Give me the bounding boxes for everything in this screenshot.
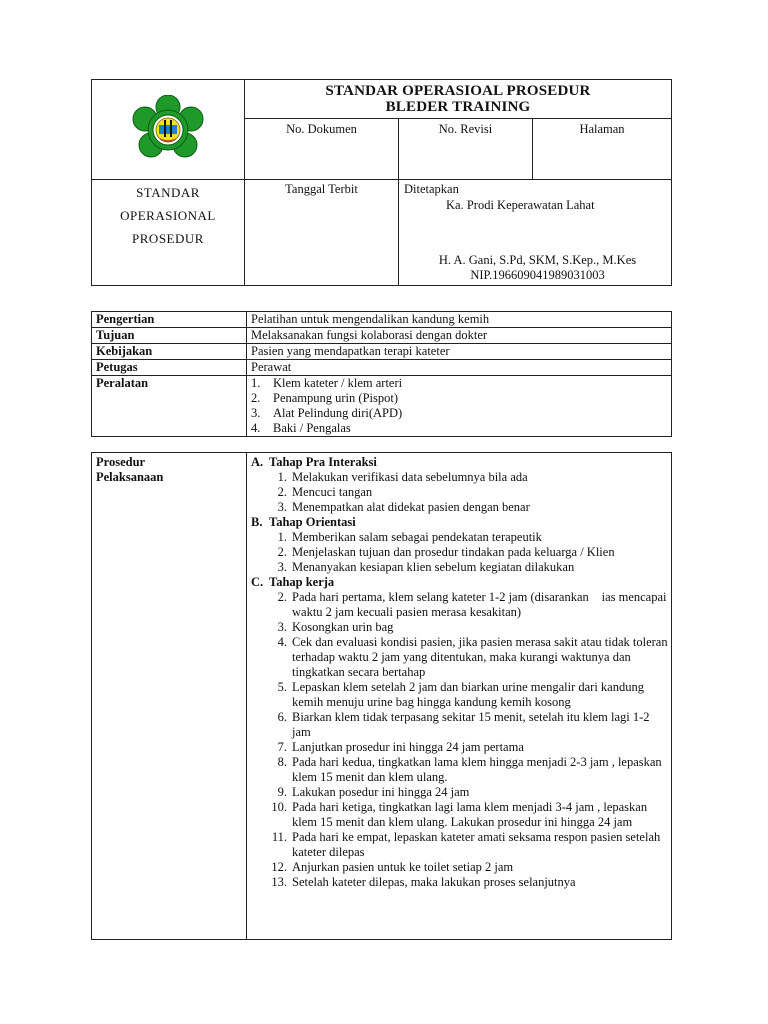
step-text: Biarkan klem tidak terpasang sekitar 15 menit, setelah itu klem lagi 1-2 jam — [292, 710, 650, 739]
section-letter: B. — [251, 515, 263, 529]
step-text: Lakukan posedur ini hingga 24 jam — [292, 785, 470, 799]
no-revisi-cell: No. Revisi — [399, 119, 533, 180]
tanggal-terbit-cell: Tanggal Terbit — [245, 180, 399, 286]
peralatan-label: Peralatan — [92, 376, 247, 437]
list-item — [251, 530, 671, 545]
list-item — [251, 830, 671, 860]
peralatan-value — [247, 376, 672, 437]
list-item — [251, 635, 671, 680]
list-item-text: Penampung urin (Pispot) — [273, 391, 398, 405]
petugas-value: Perawat — [247, 360, 672, 376]
sop-line-2: OPERASIONAL — [120, 208, 216, 223]
prosedur-steps — [247, 453, 672, 940]
step-number: 2. — [277, 485, 287, 499]
signatory-nip: NIP.196609041989031003 — [470, 268, 605, 282]
step-text: Melakukan verifikasi data sebelumnya bila ada — [292, 470, 528, 484]
step-number: 5. — [277, 680, 287, 694]
list-item — [251, 620, 671, 635]
list-item — [251, 755, 671, 785]
pengertian-value: Pelatihan untuk mengendalikan kandung kemih — [247, 312, 672, 328]
step-text: Pada hari pertama, klem selang kateter 1-2 jam (disarankan ias mencapai waktu 2 jam kecuali pasien merasa kesakitan) — [292, 590, 657, 619]
title-line-2: BLEDER TRAINING — [385, 99, 531, 115]
title-line-1: STANDAR OPERASIOAL PROSEDUR — [325, 83, 591, 99]
header-table — [91, 79, 672, 286]
step-number: 13. — [271, 875, 287, 889]
prosedur-label — [92, 453, 247, 940]
section-title: Tahap kerja — [269, 575, 335, 589]
table-row — [92, 360, 672, 376]
petugas-label: Petugas — [92, 360, 247, 376]
logo-cell — [92, 80, 245, 180]
step-number: 8. — [277, 755, 287, 769]
section-title: Tahap Pra Interaksi — [269, 455, 377, 469]
step-list — [251, 530, 671, 575]
step-text: Pada hari ketiga, tingkatkan lagi lama klem menjadi 3-4 jam , lepaskan klem 15 menit dan klem ulang. Lakukan prosedur ini hingga 24 jam — [292, 800, 648, 829]
list-item — [251, 376, 671, 391]
step-number: 2. — [277, 545, 287, 559]
pengertian-label: Pengertian — [92, 312, 247, 328]
list-item-text: Klem kateter / klem arteri — [273, 376, 403, 390]
kebijakan-label: Kebijakan — [92, 344, 247, 360]
step-text: Kosongkan urin bag — [292, 620, 394, 634]
list-item-text: Baki / Pengalas — [273, 421, 351, 435]
list-item — [251, 545, 671, 560]
tujuan-label: Tujuan — [92, 328, 247, 344]
step-number: 11. — [271, 830, 287, 844]
ditetapkan-cell — [399, 180, 672, 286]
step-text: Menjelaskan tujuan dan prosedur tindakan pada keluarga / Klien — [292, 545, 615, 559]
prosedur-label-line-1: Prosedur — [96, 455, 146, 469]
table-row — [92, 328, 672, 344]
list-item-number: 4. — [251, 421, 261, 435]
table-row — [92, 344, 672, 360]
list-item — [251, 560, 671, 575]
step-number: 4. — [277, 635, 287, 649]
list-item — [251, 421, 671, 436]
list-item — [251, 406, 671, 421]
peralatan-list — [251, 376, 671, 436]
list-item — [251, 590, 671, 620]
step-text: Lepaskan klem setelah 2 jam dan biarkan urine mengalir dari kandung kemih menuju urine bag hingga kandung kemih kosong — [292, 680, 644, 709]
section-heading — [251, 515, 671, 530]
step-text: Menanyakan kesiapan klien sebelum kegiatan dilakukan — [292, 560, 575, 574]
no-dokumen-cell: No. Dokumen — [245, 119, 399, 180]
ditetapkan-label: Ditetapkan — [404, 182, 459, 196]
list-item — [251, 860, 671, 875]
step-text: Lanjutkan prosedur ini hingga 24 jam pertama — [292, 740, 524, 754]
list-item — [251, 500, 671, 515]
step-text: Cek dan evaluasi kondisi pasien, jika pasien merasa sakit atau tidak toleran terhadap waktu 2 jam yang ditentukan, maka kurangi waktunya dan tingkatkan secara bertahap — [292, 635, 668, 679]
list-item — [251, 680, 671, 710]
list-item — [251, 785, 671, 800]
section-letter: A. — [251, 455, 264, 469]
step-number: 2. — [277, 590, 287, 604]
list-item-text: Alat Pelindung diri(APD) — [273, 406, 403, 420]
table-row — [92, 376, 672, 437]
step-list — [251, 590, 671, 890]
step-text: Mencuci tangan — [292, 485, 373, 499]
sop-label-cell — [92, 180, 245, 286]
step-text: Pada hari kedua, tingkatkan lama klem hingga menjadi 2-3 jam , lepaskan klem 15 menit dan klem ulang. — [292, 755, 662, 784]
table-row — [92, 312, 672, 328]
list-item-number: 1. — [251, 376, 261, 390]
step-number: 3. — [277, 500, 287, 514]
institution-logo-icon — [92, 95, 244, 165]
document-title — [245, 80, 672, 119]
step-number: 3. — [277, 620, 287, 634]
section-title: Tahap Orientasi — [269, 515, 356, 529]
step-number: 6. — [277, 710, 287, 724]
section-heading — [251, 575, 671, 590]
list-item-number: 2. — [251, 391, 261, 405]
section-letter: C. — [251, 575, 264, 589]
step-text: Anjurkan pasien untuk ke toilet setiap 2 jam — [292, 860, 514, 874]
halaman-cell: Halaman — [533, 119, 672, 180]
tujuan-value: Melaksanakan fungsi kolaborasi dengan dokter — [247, 328, 672, 344]
table-row — [92, 453, 672, 940]
step-number: 7. — [277, 740, 287, 754]
info-table — [91, 311, 672, 437]
list-item — [251, 875, 671, 890]
list-item — [251, 391, 671, 406]
sop-line-1: STANDAR — [136, 185, 200, 200]
section-heading — [251, 455, 671, 470]
ka-prodi-label: Ka. Prodi Keperawatan Lahat — [446, 198, 595, 212]
list-item — [251, 470, 671, 485]
step-number: 9. — [277, 785, 287, 799]
list-item-number: 3. — [251, 406, 261, 420]
step-number: 3. — [277, 560, 287, 574]
sop-line-3: PROSEDUR — [132, 231, 204, 246]
procedure-table — [91, 452, 672, 940]
step-number: 1. — [277, 470, 287, 484]
step-number: 10. — [271, 800, 287, 814]
step-text: Memberikan salam sebagai pendekatan terapeutik — [292, 530, 542, 544]
list-item — [251, 740, 671, 755]
step-number: 1. — [277, 530, 287, 544]
step-list — [251, 470, 671, 515]
step-number: 12. — [271, 860, 287, 874]
prosedur-label-line-2: Pelaksanaan — [96, 470, 164, 484]
signatory-name: H. A. Gani, S.Pd, SKM, S.Kep., M.Kes — [438, 253, 637, 267]
step-text: Setelah kateter dilepas, maka lakukan proses selanjutnya — [292, 875, 576, 889]
list-item — [251, 800, 671, 830]
kebijakan-value: Pasien yang mendapatkan terapi kateter — [247, 344, 672, 360]
step-text: Menempatkan alat didekat pasien dengan benar — [292, 500, 530, 514]
list-item — [251, 710, 671, 740]
step-text: Pada hari ke empat, lepaskan kateter amati seksama respon pasien setelah kateter dilepas — [292, 830, 661, 859]
list-item — [251, 485, 671, 500]
